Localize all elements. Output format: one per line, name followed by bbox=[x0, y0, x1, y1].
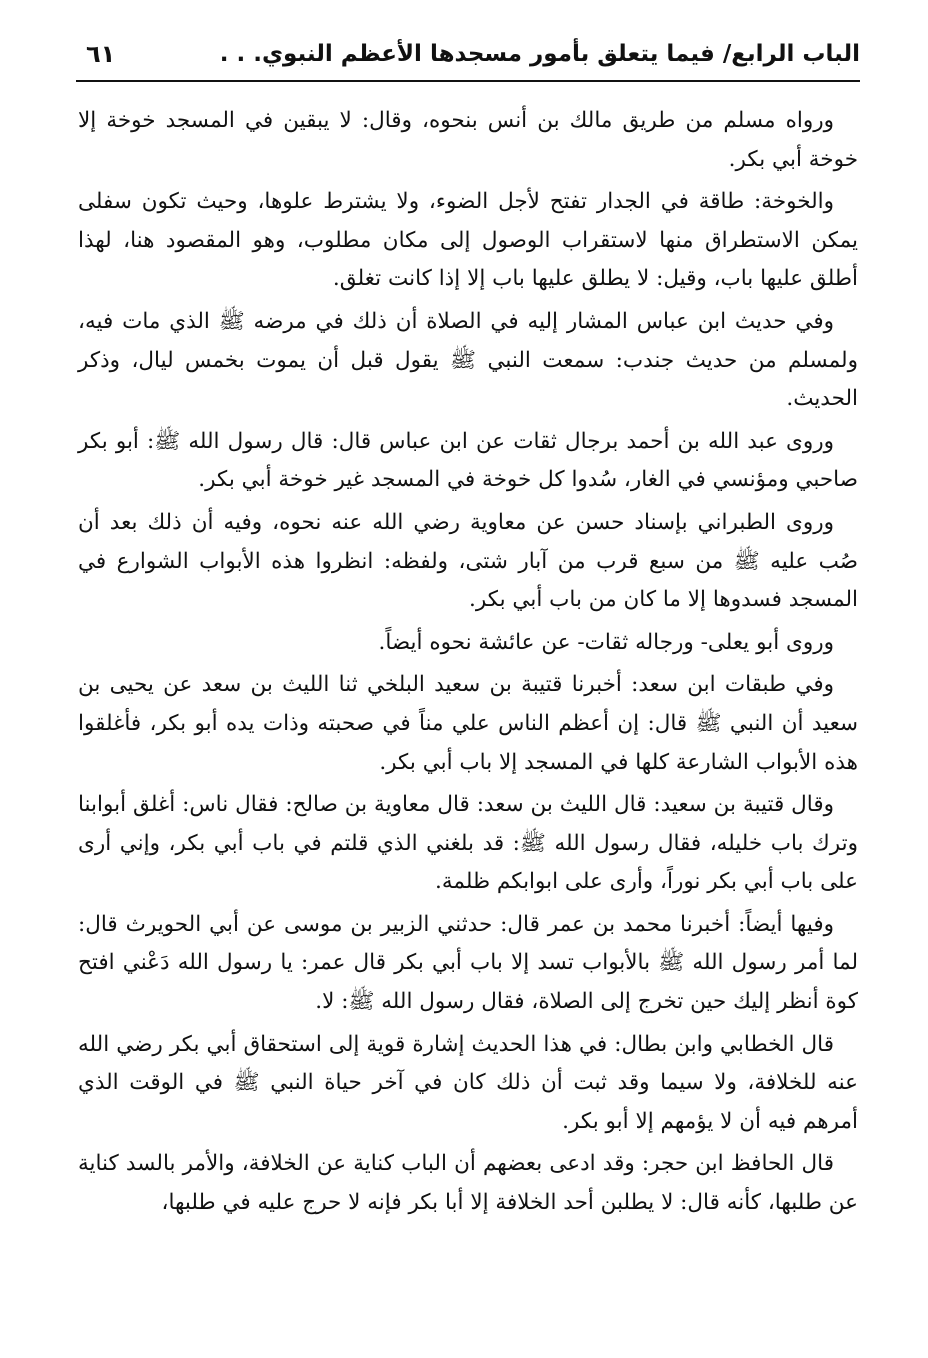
paragraph: والخوخة: طاقة في الجدار تفتح لأجل الضوء، ولا يشترط علوها، وحيث تكون سفلى يمكن الاستطراق منها لاستقراب الوصول إلى مكان مطلوب، وهو المقصود هنا، لهذا أطلق عليها باب، وقيل: لا يطلق عليها باب إلا إذا كانت تغلق. bbox=[78, 189, 858, 292]
paragraph: وفي طبقات ابن سعد: أخبرنا قتيبة بن سعيد البلخي ثنا الليث بن سعد عن يحيى بن سعيد أن النبي ﷺ قال: إن أعظم الناس علي مناً في صحبته وذات يده أبو بكر، فأغلقوا هذه الأبواب الشارعة كلها في المسجد إلا باب أبي بكر. bbox=[78, 672, 858, 775]
page-body bbox=[78, 102, 858, 1227]
page-header bbox=[76, 30, 860, 82]
paragraph: ورواه مسلم من طريق مالك بن أنس بنحوه، وقال: لا يبقين في المسجد خوخة إلا خوخة أبي بكر. bbox=[78, 108, 858, 172]
paragraph: وروى الطبراني بإسناد حسن عن معاوية رضي الله عنه نحوه، وفيه أن ذلك بعد أن صُب عليه ﷺ من سبع قرب من آبار شتى، ولفظه: انظروا هذه الأبواب الشوارع في المسجد فسدوها إلا ما كان من باب أبي بكر. bbox=[78, 509, 858, 613]
header-divider bbox=[76, 80, 860, 82]
page-number: ٦١ bbox=[86, 40, 116, 68]
paragraph: وفي حديث ابن عباس المشار إليه في الصلاة أن ذلك في مرضه ﷺ الذي مات فيه، ولمسلم من حديث جندب: سمعت النبي ﷺ يقول قبل أن يموت بخمس ليال، وذكر الحديث. bbox=[78, 308, 858, 412]
paragraph: وقال قتيبة بن سعيد: قال الليث بن سعد: قال معاوية بن صالح: فقال ناس: أغلق أبوابنا وترك باب خليله، فقال رسول الله ﷺ: قد بلغني الذي قلتم في باب أبي بكر، وإني أرى على باب أبي بكر نوراً، وأرى على ابوابكم ظلمة. bbox=[78, 792, 858, 895]
paragraph: قال الخطابي وابن بطال: في هذا الحديث إشارة قوية إلى استحقاق أبي بكر رضي الله عنه للخلافة، ولا سيما وقد ثبت أن ذلك كان في آخر حياة النبي ﷺ في الوقت الذي أمرهم فيه أن لا يؤمهم إلا أبو بكر. bbox=[78, 1031, 858, 1134]
paragraph: وفيها أيضاً: أخبرنا محمد بن عمر قال: حدثني الزبير بن موسى عن أبي الحويرث قال: لما أمر رسول الله ﷺ بالأبواب تسد إلا باب أبي بكر قال عمر: يا رسول الله دَعْني افتح كوة أنظر إليك حين تخرج إلى الصلاة، فقال رسول الله ﷺ: لا. bbox=[78, 911, 858, 1015]
paragraph: قال الحافظ ابن حجر: وقد ادعى بعضهم أن الباب كناية عن الخلافة، والأمر بالسد كناية عن طلبها، كأنه قال: لا يطلبن أحد الخلافة إلا أبا بكر فإنه لا حرج عليه في طلبها، bbox=[78, 1151, 858, 1216]
paragraph: وروى أبو يعلى- ورجاله ثقات- عن عائشة نحوه أيضاً. bbox=[378, 629, 834, 655]
paragraph: وروى عبد الله بن أحمد برجال ثقات عن ابن عباس قال: قال رسول الله ﷺ: أبو بكر صاحبي ومؤنسي في الغار، سُدوا كل خوخة في المسجد غير خوخة أبي بكر. bbox=[78, 428, 858, 493]
chapter-title: الباب الرابع/ فيما يتعلق بأمور مسجدها الأعظم النبوي. . . bbox=[219, 41, 860, 67]
